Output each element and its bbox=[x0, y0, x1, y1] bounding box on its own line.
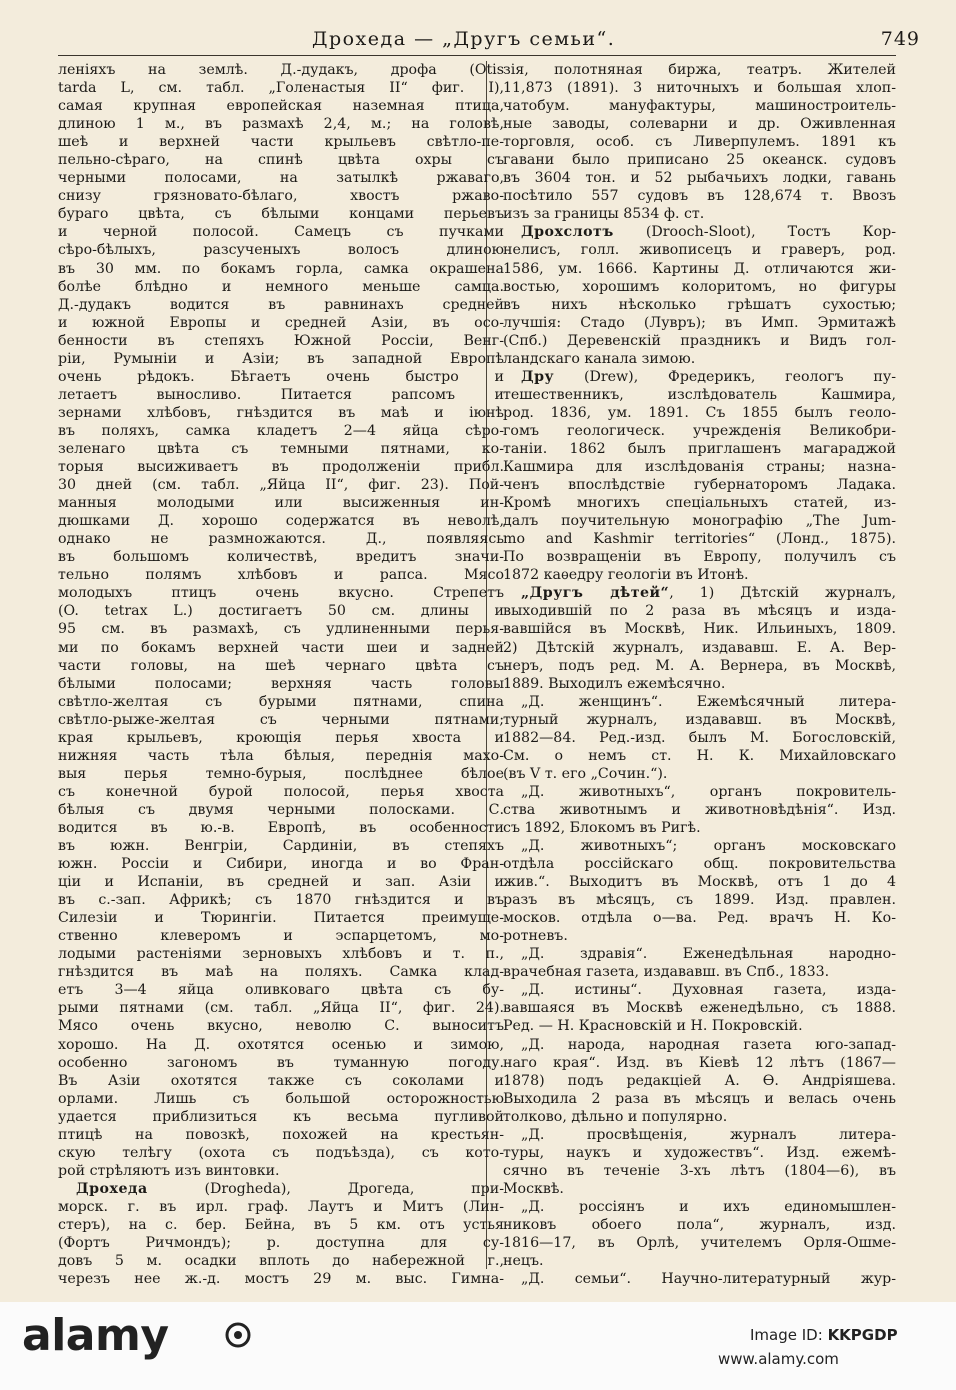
entry-first-line bbox=[503, 223, 896, 241]
text-line: леніяхъ на землѣ. Д.-дудакъ, дрофа (Otis bbox=[58, 62, 504, 78]
entry-text: (Drew), Фредерикъ, геологъ пу- bbox=[554, 368, 896, 385]
entry-headword: „Другъ дѣтей“ bbox=[521, 585, 670, 602]
text-line: шеѣ и верхней части крыльевъ свѣтло-пе- bbox=[58, 134, 504, 151]
image-id-label: Image ID: bbox=[750, 1326, 823, 1344]
text-line: манныя молодыми или высиженныя ин- bbox=[58, 495, 504, 512]
text-line: стеръ), на с. бер. Бейна, въ 5 км. отъ устья bbox=[58, 1217, 504, 1233]
text-line: довъ 5 м. осадки вплоть до набережной г., bbox=[58, 1253, 504, 1270]
text-line: 1816—17, въ Орлѣ, учителемъ Орля-Ошме- bbox=[503, 1235, 896, 1252]
subentry-first-line: „Д. женщинъ“. Ежемѣсячный литера- bbox=[521, 693, 896, 710]
text-line: очень рѣдокъ. Бѣгаетъ очень быстро и bbox=[58, 368, 504, 385]
footer-url[interactable]: www.alamy.com bbox=[718, 1350, 839, 1368]
text-line: зернами хлѣбовъ, гнѣздится въ маѣ и іюнѣ bbox=[58, 404, 504, 421]
text-line: удается приблизиться къ весьма пугливой bbox=[58, 1108, 504, 1125]
text-line: далъ поучительную монографію „The Jum- bbox=[503, 513, 896, 530]
text-line: гомъ геологическ. учрежденія Великобри- bbox=[503, 422, 896, 439]
text-line: Ред. — Н. Красновскій и Н. Покровскій. bbox=[503, 1018, 803, 1035]
text-line: въ 30 мм. по бокамъ горла, самка окрашена bbox=[58, 260, 504, 277]
text-line: свѣтло-желтая съ бурыми пятнами, спина bbox=[58, 693, 504, 710]
text-line: См. о немъ ст. Н. К. Михайловскаго bbox=[503, 747, 896, 764]
text-line: торыя высиживаетъ въ продолженіи прибл. bbox=[58, 459, 504, 476]
text-line: толково, дѣльно и популярно. bbox=[503, 1108, 728, 1125]
subentry-first-line: „Д. россіянъ и ихъ единомышлен- bbox=[521, 1198, 896, 1215]
text-line: лучшія: Стадо (Лувръ); въ Имп. Эрмитажѣ bbox=[503, 314, 896, 331]
text-line: 1586, ум. 1666. Картины Д. отличаются жи- bbox=[503, 260, 896, 277]
text-line: ціи и Испаніи, въ средней и зап. Азіи и bbox=[58, 874, 504, 891]
text-line: гнѣздится въ маѣ на поляхъ. Самка клад- bbox=[58, 964, 504, 981]
text-line: востью, хорошимъ колоритомъ, но фигуры bbox=[503, 278, 896, 295]
text-line: Д.-дудакъ водится въ равнинахъ средней bbox=[58, 296, 504, 313]
entry-text: , 1) Дѣтскій журналъ, bbox=[669, 585, 896, 602]
text-line: летаетъ выносливо. Питается рапсомъ и bbox=[58, 386, 504, 403]
text-line: особенно загономъ въ туманную погоду. bbox=[58, 1054, 504, 1071]
text-line: ные заводы, солеварни и др. Оживленная bbox=[503, 116, 896, 133]
text-line: Силезіи и Тюрингіи. Питается преимуще- bbox=[58, 910, 504, 927]
text-line: отдѣла россійскаго общ. покровительства bbox=[503, 856, 896, 873]
text-line: лодыми растеніями зерновыхъ хлѣбовъ и т. п., bbox=[58, 946, 504, 963]
text-line: однако не размножаются. Д., появляясь bbox=[58, 531, 504, 548]
subentry-first-line: „Д. просвѣщенія, журналъ литера- bbox=[521, 1126, 896, 1143]
text-line: 1878) подъ редакціей А. Ѳ. Андріяшева. bbox=[503, 1072, 896, 1089]
subentry-first-line: „Д. животныхъ“, органъ покровитель- bbox=[521, 783, 896, 800]
text-line: Кашмира для изслѣдованія страны; назна- bbox=[503, 459, 896, 476]
logo-mark-icon bbox=[225, 1322, 251, 1348]
text-line: снизу грязновато-бѣлаго, хвостъ ржаво- bbox=[58, 188, 504, 205]
text-line: въ поляхъ, самка кладетъ 2—4 яйца сѣро- bbox=[58, 422, 504, 439]
header-rule bbox=[58, 55, 896, 56]
text-line: ства животнымъ и животновѣдѣнія“. Изд. bbox=[503, 801, 896, 818]
text-line: выя перья темно-бурыя, послѣднее бѣлое bbox=[58, 765, 504, 782]
text-line: 95 см. въ размахѣ, съ удлиненными перья- bbox=[58, 621, 504, 638]
text-line: ственно клеверомъ и эспарцетомъ, мо- bbox=[58, 928, 504, 945]
text-line: Выходила 2 раза въ мѣсяцъ и велась очень bbox=[503, 1090, 896, 1107]
text-line: въ южн. Венгріи, Сардиніи, въ степяхъ bbox=[58, 838, 504, 855]
image-id bbox=[750, 1326, 898, 1344]
text-line: бѣлыми полосами; верхняя часть головы bbox=[58, 675, 504, 692]
text-line: tarda L, см. табл. „Голенастыя II“ фиг. I), bbox=[58, 80, 504, 97]
brand-logo: alamy bbox=[22, 1310, 169, 1361]
text-line: изъ за границы 8534 ф. ст. bbox=[503, 206, 705, 223]
running-head bbox=[0, 28, 956, 54]
text-line: зія, полотняная биржа, театръ. Жителей bbox=[503, 62, 896, 78]
text-line: бенности въ степяхъ Южной Россіи, Венг- bbox=[58, 332, 504, 349]
text-line: части головы, на шеѣ чернаго цвѣта съ bbox=[58, 657, 504, 674]
text-line: выходившій по 2 раза въ мѣсяцъ и изда- bbox=[503, 603, 896, 620]
text-line: ріи, Румыніи и Азіи; въ западной Европѣ bbox=[58, 350, 504, 367]
text-line: сячно въ теченіе 3-хъ лѣтъ (1804—6), въ bbox=[503, 1162, 896, 1179]
text-line: края крыльевъ, кроющія перья хвоста и bbox=[58, 729, 504, 746]
text-line: тешественникъ, изслѣдователь Кашмира, bbox=[503, 386, 896, 403]
text-line: жив.“. Выходитъ въ Москвѣ, отъ 1 до 4 bbox=[503, 874, 896, 891]
text-line: Мясо очень вкусно, неволю С. выноситъ bbox=[58, 1018, 504, 1035]
text-line: рыми пятнами (см. табл. „Яйца II“, фиг. 24). bbox=[58, 1000, 504, 1017]
page-number: 749 bbox=[880, 28, 920, 50]
text-line: чатобум. мануфактуры, машиностроитель- bbox=[503, 98, 896, 115]
text-line: (Спб.) Деревенскій праздникъ и Видъ гол- bbox=[503, 332, 896, 349]
text-line: въ большомъ количествѣ, вредитъ значи- bbox=[58, 549, 504, 566]
text-line: (O. tetrax L.) достигаетъ 50 см. длины и bbox=[58, 603, 504, 620]
text-line: 30 дней (см. табл. „Яйца II“, фиг. 23). Пой- bbox=[58, 477, 504, 494]
text-line: (Фортъ Ричмондъ); р. доступна для су- bbox=[58, 1235, 504, 1252]
text-line: 1872 каѳедру геологіи въ Итонѣ. bbox=[503, 567, 749, 584]
text-line: водится въ ю.-в. Европѣ, въ особенности bbox=[58, 819, 504, 836]
subentry-first-line: „Д. животныхъ“; органъ московскаго bbox=[521, 838, 896, 855]
entry-text: (Drogheda), Дрогеда, при- bbox=[147, 1180, 504, 1197]
text-line: 1889. Выходилъ ежемѣсячно. bbox=[503, 675, 726, 692]
entry-text: (Drooch-Sloot), Тостъ Кор- bbox=[613, 224, 896, 241]
text-line: сѣро-бѣлыхъ, разсученыхъ волосъ длиною bbox=[58, 242, 504, 259]
entry-first-line bbox=[503, 584, 896, 602]
text-line: въ 3604 тон. и 52 рыбачьихъ лодки, гавань bbox=[503, 170, 896, 187]
text-line: рой стрѣляютъ изъ винтовки. bbox=[58, 1162, 280, 1179]
image-id-value: KKPGDP bbox=[827, 1326, 898, 1344]
text-line: орлами. Лишь съ большой осторожностью bbox=[58, 1090, 504, 1107]
text-line: 1882—84. Ред.-изд. былъ М. Богословскій, bbox=[503, 729, 896, 746]
text-line: разъ въ мѣсяцъ, съ 1899. Изд. правлен. bbox=[503, 892, 896, 909]
text-line: туры, наукъ и художествъ“. Изд. ежемѣ- bbox=[503, 1144, 896, 1161]
text-line: длиною 1 м., въ размахѣ 2,4, м.; на головѣ, bbox=[58, 116, 504, 133]
text-line: скую телѣгу (охота съ подъѣзда), съ кото- bbox=[58, 1144, 504, 1161]
text-line: и черной полосой. Самецъ съ пучками bbox=[58, 224, 504, 241]
running-head-title: Дрохеда — „Другъ семьи“. bbox=[312, 28, 616, 50]
text-line: ландскаго канала зимою. bbox=[503, 350, 696, 367]
subentry-first-line: „Д. истины“. Духовная газета, изда- bbox=[521, 982, 896, 999]
text-line: тельно полямъ хлѣбовъ и рапса. Мясо bbox=[58, 567, 504, 584]
text-line: и южной Европы и средней Азіи, въ осо- bbox=[58, 314, 504, 331]
text-line: съ 1892, Блокомъ въ Ригѣ. bbox=[503, 819, 701, 836]
text-line: ченъ впослѣдствіе губернаторомъ Ладака. bbox=[503, 477, 896, 494]
text-line: бураго цвѣта, съ бѣлыми концами перьевъ bbox=[58, 206, 504, 223]
text-line: таніи. 1862 былъ приглашенъ магараджой bbox=[503, 440, 896, 457]
text-line: свѣтло-рыже-желтая съ черными пятнами; bbox=[58, 711, 504, 728]
text-line: неръ, подъ ред. М. А. Вернера, въ Москвѣ, bbox=[503, 657, 896, 674]
text-line: москов. отдѣла о—ва. Ред. врачъ Н. Ко- bbox=[503, 910, 896, 927]
text-line: никовъ обоего пола“, журналъ, изд. bbox=[503, 1217, 896, 1233]
text-line: нелисъ, голл. живописецъ и граверъ, род. bbox=[503, 242, 896, 259]
text-line: вавшаяся въ Москвѣ еженедѣльно, съ 1888. bbox=[503, 1000, 896, 1017]
text-line: Москвѣ. bbox=[503, 1180, 564, 1197]
text-line: морск. г. въ ирл. граф. Лаутъ и Митъ (Лин- bbox=[58, 1198, 504, 1215]
text-line: вавшійся въ Москвѣ, Ник. Ильиныхъ, 1809. bbox=[503, 621, 896, 638]
text-line: врачебная газета, издававш. въ Спб., 1833. bbox=[503, 964, 830, 981]
text-line: нецъ. bbox=[503, 1253, 544, 1270]
text-line: бѣлыя съ двумя черными полосками. С. bbox=[58, 801, 504, 818]
left-column bbox=[58, 61, 504, 1288]
entry-headword: Дрохслотъ bbox=[521, 224, 614, 241]
text-line: Кромѣ многихъ спеціальныхъ статей, из- bbox=[503, 495, 896, 512]
text-line: ми по бокамъ верхней части шеи и задней bbox=[58, 639, 504, 656]
text-line: въ нихъ нѣсколько грѣшатъ сухостью; bbox=[503, 296, 896, 313]
entry-drogheda-first-line bbox=[58, 1180, 504, 1198]
text-line: mo and Kashmir territories“ (Лонд., 1875). bbox=[503, 531, 896, 548]
text-line: 11,873 (1891). 3 ниточныхъ и большая хлоп- bbox=[503, 80, 896, 97]
entry-headword: Дру bbox=[521, 368, 555, 385]
text-line: торговля, особ. съ Ливерпулемъ. 1891 къ bbox=[503, 134, 896, 151]
text-line: болѣе блѣдно и немного меньше самца. bbox=[58, 278, 504, 295]
text-line: черными полосами, на затылкѣ ржаваго, bbox=[58, 170, 504, 187]
text-line: 2) Дѣтскій журналъ, издававш. Е. А. Вер- bbox=[503, 639, 896, 656]
footer-bar bbox=[0, 1302, 956, 1390]
text-line: наго края“. Изд. въ Кіевѣ 12 лѣтъ (1867— bbox=[503, 1054, 896, 1071]
subentry-first-line: „Д. народа, народная газета юго-запад- bbox=[521, 1036, 896, 1053]
text-line: зеленаго цвѣта съ темными пятнами, ко- bbox=[58, 440, 504, 457]
text-line: птицѣ на повозкѣ, похожей на крестьян- bbox=[58, 1126, 504, 1143]
right-column bbox=[503, 61, 896, 1288]
text-line: черезъ нее ж.-д. мостъ 29 м. выс. Гимна- bbox=[58, 1271, 504, 1288]
text-line: ротневъ. bbox=[503, 928, 568, 945]
text-line: дюшками Д. хорошо содержатся въ неволѣ, bbox=[58, 513, 504, 530]
text-line: въ с.-зап. Африкѣ; съ 1870 гнѣздится и въ bbox=[58, 892, 504, 909]
entry-headword: Дрохеда bbox=[76, 1180, 148, 1197]
entry-first-line bbox=[503, 368, 896, 386]
text-line: пельно-сѣраго, на спинѣ цвѣта охры съ bbox=[58, 152, 504, 169]
subentry-first-line: „Д. здравія“. Еженедѣльная народно- bbox=[521, 946, 896, 963]
text-line: род. 1836, ум. 1891. Съ 1855 былъ геоло- bbox=[503, 404, 896, 421]
text-line: Въ Азіи охотятся также съ соколами и bbox=[58, 1072, 504, 1089]
text-line: молодыхъ птицъ очень вкусно. Стрепетъ bbox=[58, 585, 504, 602]
text-line: (въ V т. его „Сочин.“). bbox=[503, 765, 668, 782]
text-line: турный журналъ, издававш. въ Москвѣ, bbox=[503, 711, 896, 728]
subentry-first-line: „Д. семьи“. Научно-литературный жур- bbox=[521, 1271, 896, 1288]
text-line: етъ 3—4 яйца оливковаго цвѣта съ бу- bbox=[58, 982, 504, 999]
text-line: съ конечной бурой полосой, перья хвоста bbox=[58, 783, 504, 800]
text-line: гавани было приписано 25 океанск. судовъ bbox=[503, 152, 896, 169]
text-line: самая крупная европейская наземная птица, bbox=[58, 98, 504, 115]
text-line: По возвращеніи въ Европу, получилъ съ bbox=[503, 549, 896, 566]
text-line: южн. Россіи и Сибири, иногда и во Фран- bbox=[58, 856, 504, 873]
text-line: посѣтило 557 судовъ въ 128,674 т. Ввозъ bbox=[503, 188, 896, 205]
text-line: нижняя часть тѣла бѣлыя, переднія махо- bbox=[58, 747, 504, 764]
text-line: хорошо. На Д. охотятся осенью и зимою, bbox=[58, 1036, 504, 1053]
